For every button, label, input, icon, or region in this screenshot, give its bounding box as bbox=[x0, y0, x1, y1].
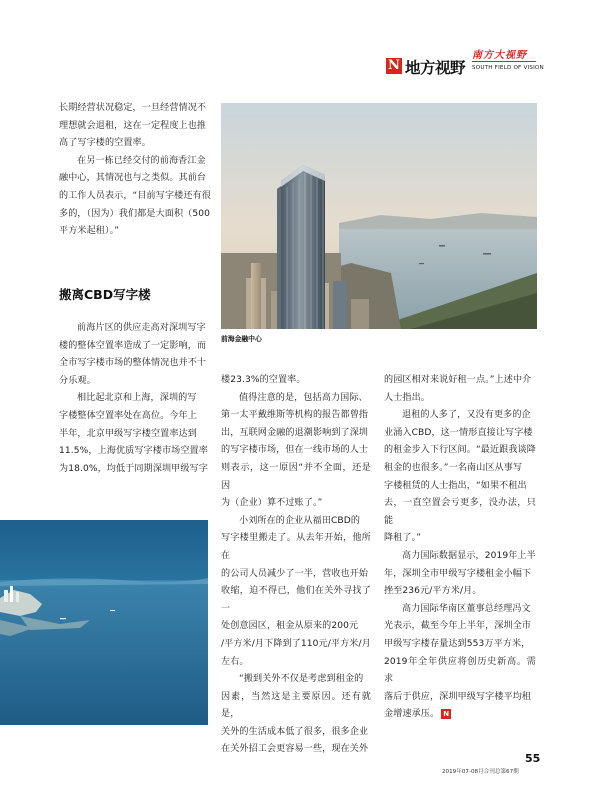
text-line: 值得注意的是，包括高力国际、 bbox=[239, 392, 368, 403]
text-line bbox=[384, 706, 536, 724]
text-line: 在另一栋已经交付的前海香江金 bbox=[77, 155, 206, 166]
text-line: 关外的生活成本低了很多，很多企业 bbox=[221, 726, 369, 737]
text-line: 年，深圳全市甲级写字楼租金小幅下 bbox=[384, 568, 532, 579]
text-line: 小刘所在的企业从福田CBD的 bbox=[239, 515, 361, 526]
text-line: 楼的整体空置率造成了一定影响，而 bbox=[59, 340, 207, 351]
text-line: 挫至236元/平方米/月。 bbox=[384, 586, 482, 597]
text-line-end: 金增速承压。 bbox=[384, 709, 440, 720]
text-line: 在关外招工会更容易一些，现在关外 bbox=[221, 744, 369, 755]
text-line: 的写字楼市场，但在一线市场的人士 bbox=[221, 445, 369, 456]
text-line: 字楼整体空置率处在高位。今年上 bbox=[59, 410, 197, 421]
text-line: 长期经营状况稳定，一旦经营情况不 bbox=[59, 103, 207, 113]
text-line: 左右。 bbox=[221, 656, 249, 667]
text-line: 半年，北京甲级写字楼空置率达到 bbox=[59, 428, 197, 439]
text-line: 2019年全年供应将创历史新高。需求 bbox=[384, 656, 536, 685]
text-line: 11.5%，上海优质写字楼市场空置率 bbox=[59, 446, 208, 457]
building-photo bbox=[221, 103, 537, 329]
text-line: 多的，（因为）我们都是大面积（500 bbox=[59, 208, 211, 219]
text-line: 第一太平戴维斯等机构的报告都曾指 bbox=[221, 410, 369, 421]
text-line: 租金的也很多。”一名南山区从事写 bbox=[384, 462, 523, 473]
text-line: 出，互联网金融的退潮影响到了深圳 bbox=[221, 427, 369, 438]
column-title: 地方视野 bbox=[405, 59, 466, 77]
text-line: 前海片区的供应走高对深圳写字 bbox=[77, 323, 206, 333]
issue-info: 2019年07-08月合刊总第67期 bbox=[442, 769, 519, 775]
text-line: 因素，当然这是主要原因。还有就是， bbox=[221, 691, 371, 720]
text-line: 退租的人多了，又没有更多的企 bbox=[402, 410, 531, 421]
text-line: 为（企业）算不过账了。” bbox=[221, 498, 323, 509]
text-line: 的工作人员表示，“目前写字楼还有很 bbox=[59, 190, 211, 201]
text-line: 分乐观。 bbox=[59, 375, 96, 386]
page-number: 55 bbox=[525, 752, 541, 765]
right-column-text bbox=[384, 372, 536, 724]
text-line: 去，一直空置会亏更多，没办法，只能 bbox=[384, 498, 536, 526]
photo-caption: 前海金融中心 bbox=[221, 335, 262, 343]
text-line: 的公司人员减少了一半，营收也开始 bbox=[221, 568, 369, 579]
text-line: “搬到关外不仅是考虑到租金的 bbox=[239, 674, 364, 685]
left-column-bottom-text bbox=[59, 320, 211, 478]
text-line: 高力国际数据显示，2019年上半 bbox=[402, 550, 536, 561]
text-line: 楼23.3%的空置率。 bbox=[221, 375, 306, 385]
text-line: 处创意园区，租金从原来的200元 bbox=[221, 621, 359, 632]
text-line: 则表示，这一原因“并不全面，还是因 bbox=[221, 462, 371, 491]
text-line: 写字楼里搬走了。从去年开始，他所在 bbox=[221, 533, 371, 561]
masthead bbox=[386, 50, 544, 77]
coastline-photo bbox=[0, 520, 208, 725]
magazine-english-name: SOUTH FIELD OF VISION bbox=[472, 65, 544, 71]
end-mark-icon: N bbox=[441, 709, 451, 719]
text-line: 为18.0%，均低于同期深圳甲级写字 bbox=[59, 463, 208, 474]
text-line: 业涌入CBD，这一情形直接让写字楼 bbox=[384, 427, 533, 438]
masthead-divider bbox=[472, 61, 536, 62]
text-line: 相比起北京和上海，深圳的写 bbox=[77, 393, 197, 404]
text-line: 的园区相对来说好租一点。”上述中介 bbox=[384, 375, 532, 385]
text-line: /平方米/月下降到了110元/平方米/月 bbox=[221, 638, 371, 649]
text-line: 的租金步入下行区间。“最近跟我谈降 bbox=[384, 445, 536, 456]
text-line: 甲级写字楼存量达到553万平方米， bbox=[384, 638, 531, 649]
text-line: 融中心，其情况也与之类似。其前台 bbox=[59, 173, 207, 184]
text-line: 字楼租赁的人士指出，“如果不租出 bbox=[384, 480, 527, 491]
middle-column-text bbox=[221, 372, 371, 759]
text-line: 高力国际华南区董事总经理冯文 bbox=[402, 603, 531, 614]
text-line: 光表示，截至今年上半年，深圳全市 bbox=[384, 621, 532, 632]
text-line: 人士指出。 bbox=[384, 392, 430, 403]
magazine-logo-icon: N bbox=[386, 58, 402, 74]
text-line: 理想就会退租，这在一定程度上也推 bbox=[59, 120, 207, 131]
left-column-top-text bbox=[59, 100, 211, 241]
text-line: 落后于供应，深圳甲级写字楼平均租 bbox=[384, 691, 532, 702]
magazine-brand: 南方大视野 bbox=[472, 50, 527, 61]
text-line: 收缩，迫不得已，他们在关外寻找了一 bbox=[221, 586, 371, 614]
section-heading: 搬离CBD写字楼 bbox=[59, 287, 151, 302]
text-line: 降租了。” bbox=[384, 533, 422, 544]
text-line: 高了写字楼的空置率。 bbox=[59, 138, 151, 149]
text-line: 平方米起租）。” bbox=[59, 226, 120, 237]
text-line: 全市写字楼市场的整体情况也并不十 bbox=[59, 358, 207, 369]
